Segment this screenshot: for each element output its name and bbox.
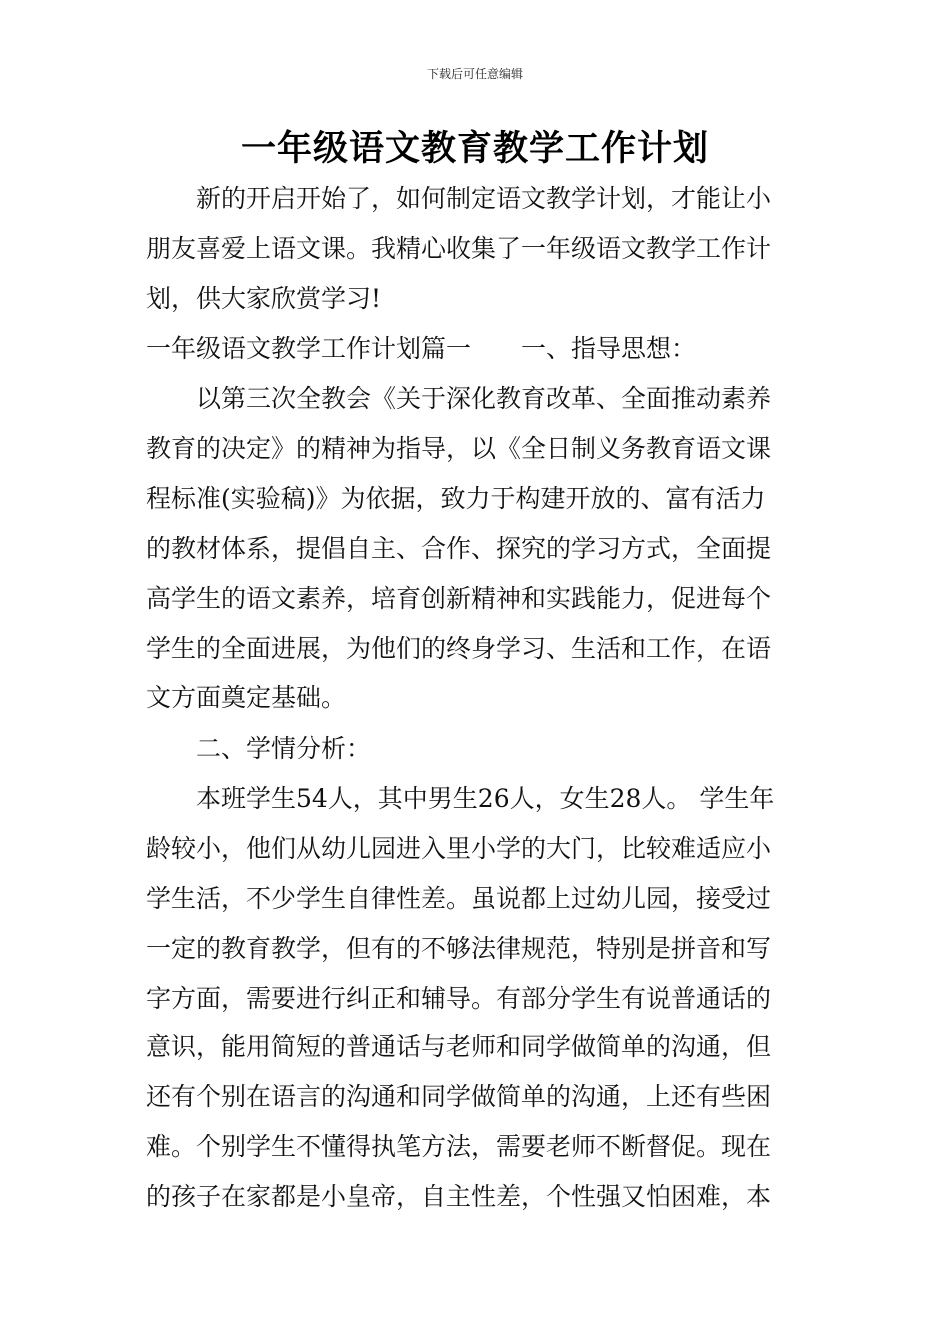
paragraph-line: 划，供大家欣赏学习!: [146, 284, 382, 313]
paragraph-line: 本班学生54人，其中男生26人，女生28人。 学生年: [196, 784, 775, 813]
paragraph-line: 以第三次全教会《关于深化教育改革、全面推动素养: [196, 384, 772, 413]
paragraph-line: 高学生的语文素养，培育创新精神和实践能力，促进每个: [146, 584, 772, 613]
section-heading-line: 二、学情分析：: [196, 734, 372, 763]
paragraph-line: 文方面奠定基础。: [146, 683, 347, 712]
header-note: 下载后可任意编辑: [426, 67, 523, 81]
paragraph-line: 还有个别在语言的沟通和同学做简单的沟通，上还有些困: [146, 1082, 772, 1111]
paragraph-line: 字方面，需要进行纠正和辅导。有部分学生有说普通话的: [146, 984, 772, 1013]
paragraph-line: 的孩子在家都是小皇帝，自主性差，个性强又怕困难，本: [146, 1182, 772, 1211]
paragraph-line: 教育的决定》的精神为指导，以《全日制义务教育语文课: [146, 434, 772, 463]
paragraph-line: 难。个别学生不懂得执笔方法，需要老师不断督促。现在: [146, 1132, 772, 1161]
section-heading-line: 一年级语文教学工作计划篇一 一、指导思想：: [146, 334, 697, 363]
paragraph-line: 程标准(实验稿)》为依据，致力于构建开放的、富有活力: [146, 484, 766, 513]
paragraph-line: 龄较小，他们从幼儿园进入里小学的大门，比较难适应小: [146, 834, 772, 863]
paragraph-line: 新的开启开始了，如何制定语文教学计划，才能让小: [196, 184, 772, 213]
paragraph-line: 学生的全面进展，为他们的终身学习、生活和工作，在语: [146, 634, 772, 663]
document-title: 一年级语文教育教学工作计划: [240, 128, 709, 169]
paragraph-line: 的教材体系，提倡自主、合作、探究的学习方式，全面提: [146, 534, 772, 563]
paragraph-line: 一定的教育教学，但有的不够法律规范，特别是拼音和写: [146, 934, 772, 963]
paragraph-line: 意识，能用简短的普通话与老师和同学做简单的沟通，但: [146, 1032, 772, 1061]
paragraph-line: 朋友喜爱上语文课。我精心收集了一年级语文教学工作计: [146, 234, 772, 263]
paragraph-line: 学生活，不少学生自律性差。虽说都上过幼儿园，接受过: [146, 884, 772, 913]
